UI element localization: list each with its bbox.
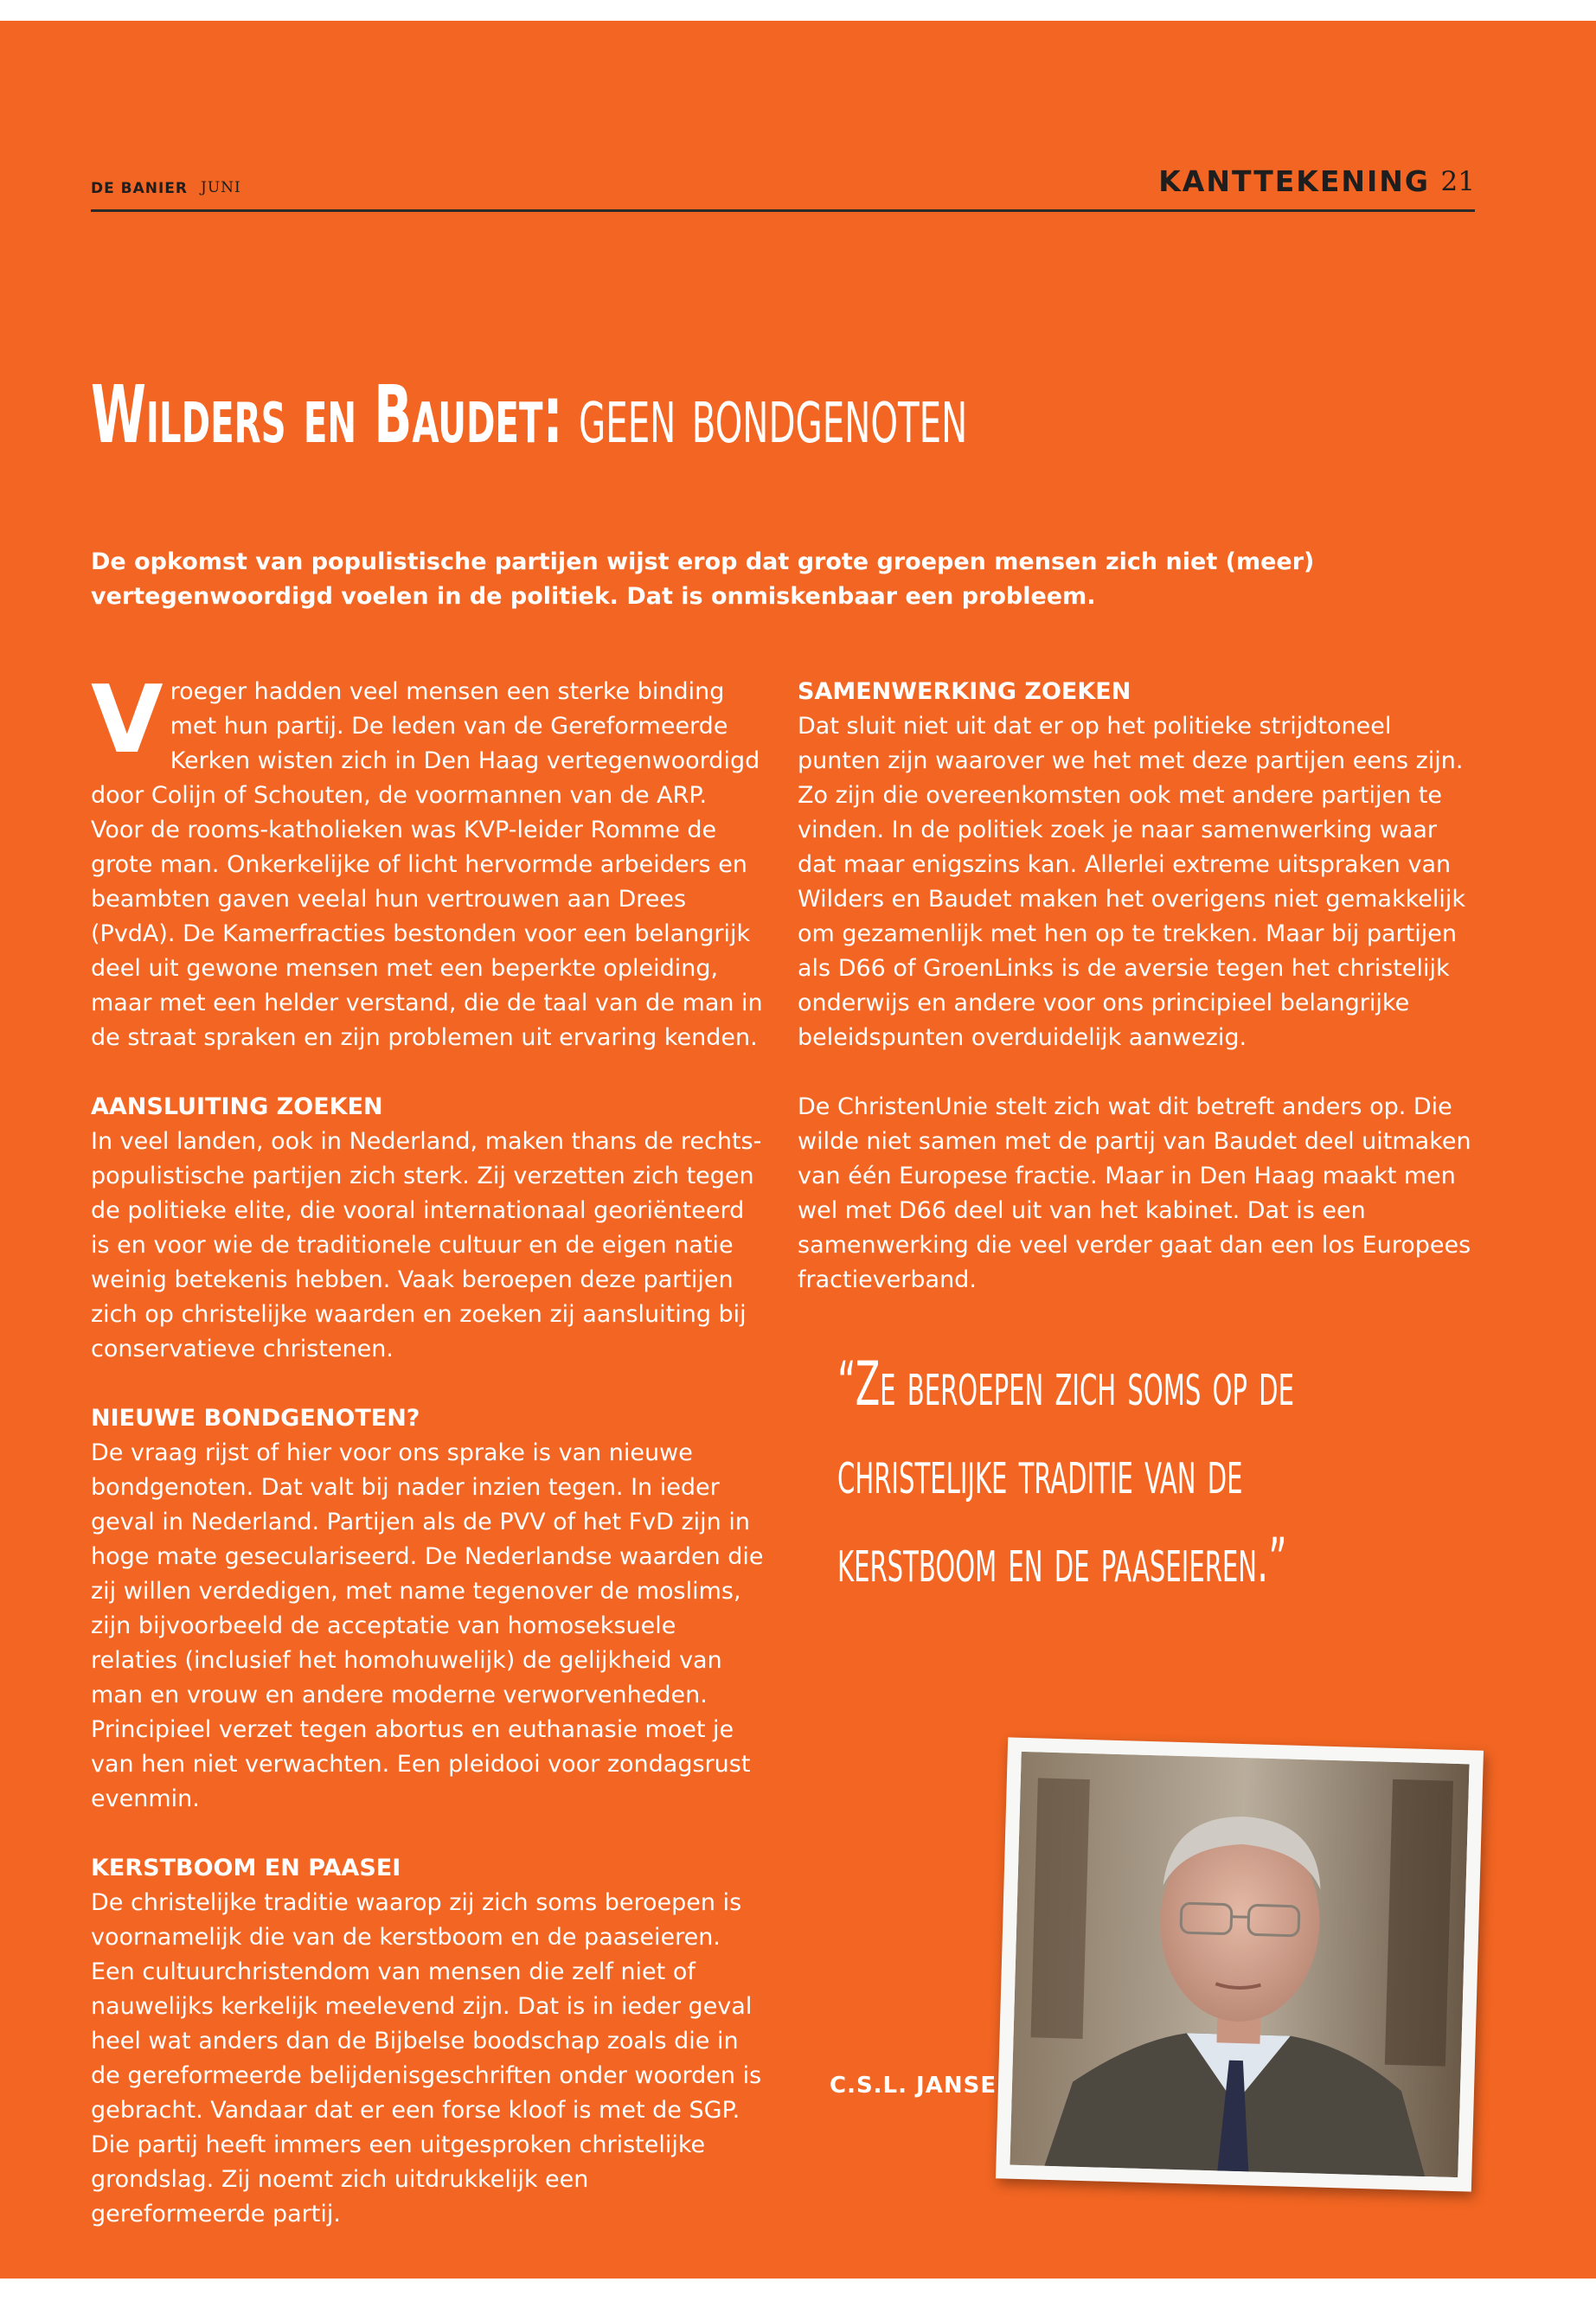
article-lead: De opkomst van populistische partijen wijst erop dat grote groepen mensen zich niet (meer) vertegenwoordigd voelen in de politiek. Dat is onmiskenbaar een probleem. bbox=[91, 548, 1315, 610]
section-heading: NIEUWE BONDGENOTEN? bbox=[91, 1405, 420, 1432]
page-number: 21 bbox=[1440, 166, 1475, 197]
running-header bbox=[91, 164, 1475, 212]
publication-name: DE BANIER bbox=[91, 180, 189, 197]
closing-paragraph: De ChristenUnie stelt zich wat dit betreft anders op. Die wilde niet samen met de partij van Baudet deel uitmaken van één Europese fractie. Maar in Den Haag maakt men wel met D66 deel uit van het kabinet. Dat is een samenwerking die veel verder gaat dan een los Europees fractieverband. bbox=[798, 1093, 1471, 1293]
pull-quote-text: “Ze beroepen zich soms op de christelijke traditie van de kerstboom en de paaseieren.” bbox=[837, 1349, 1294, 1596]
section-heading: AANSLUITING ZOEKEN bbox=[91, 1093, 383, 1120]
title-light-part: geen bondgenoten bbox=[562, 369, 968, 461]
article-title bbox=[91, 369, 1060, 461]
section-title: KANTTEKENING bbox=[1158, 164, 1430, 198]
section-text: In veel landen, ook in Nederland, maken thans de rechts-populistische partijen zich sterk. Zij verzetten zich tegen de politieke elite, die vooral internationaal georiënteerd is en voor wie de traditionele cultuur en de eigen natie weinig betekenis hebben. Vaak beroepen deze partijen zich op christelijke waarden en zoeken zij aansluiting bij conservatieve christenen. bbox=[91, 1128, 762, 1362]
section-heading: KERSTBOOM EN PAASEI bbox=[91, 1855, 401, 1881]
drop-cap: V bbox=[91, 666, 163, 774]
portrait-image bbox=[1010, 1752, 1469, 2177]
issue-month: JUNI bbox=[201, 179, 241, 196]
column-right bbox=[798, 675, 1472, 1298]
section-text: De vraag rijst of hier voor ons sprake is van nieuwe bondgenoten. Dat valt bij nader inzien tegen. In ieder geval in Nederland. Partijen als de PVV of het FvD zijn in hoge mate geseculariseerd. De Nederlandse waarden die zij willen verdedigen, met name tegenover de moslims, zijn bijvoorbeeld de acceptatie van homoseksuele relaties (inclusief het homohuwelijk) de gelijkheid van man en vrouw en andere moderne verworvenheden. Principieel verzet tegen abortus en euthanasie moet je van hen niet verwachten. Een pleidooi voor zondagsrust evenmin. bbox=[91, 1439, 764, 1812]
section-text: De christelijke traditie waarop zij zich soms beroepen is voornamelijk die van de kerstboom en de paaseieren. Een cultuurchristendom van mensen die zelf niet of nauwelijks kerkelijk meelevend zijn. Dat is in ieder geval heel wat anders dan de Bijbelse boodschap zoals die in de gereformeerde belijdenisgeschriften onder woorden is gebracht. Vandaar dat er een forse kloof is met de SGP. Die partij heeft immers een uitgesproken christelijke grondslag. Zij noemt zich uitdrukkelijk een gereformeerde partij. bbox=[91, 1889, 762, 2227]
magazine-page bbox=[0, 21, 1596, 2279]
intro-paragraph bbox=[91, 666, 766, 1055]
section-heading: SAMENWERKING ZOEKEN bbox=[798, 678, 1131, 705]
photo-caption: C.S.L. JANSE bbox=[830, 2073, 997, 2099]
portrait-photo bbox=[996, 1737, 1484, 2191]
section-text: Dat sluit niet uit dat er op het politieke strijdtoneel punten zijn waarover we het met deze partijen eens zijn. Zo zijn die overeenkomsten ook met andere partijen te vinden. In de politiek zoek je naar samenwerking waar dat maar enigszins kan. Allerlei extreme uitspraken van Wilders en Baudet maken het overigens niet gemakkelijk om gezamenlijk met hen op te trekken. Maar bij partijen als D66 of GroenLinks is de aversie tegen het christelijk onderwijs en andere voor ons principieel belangrijke beleidspunten overduidelijk aanwezig. bbox=[798, 713, 1466, 1051]
intro-text: roeger hadden veel mensen een sterke binding met hun partij. De leden van de Gereformeerde Kerken wisten zich in Den Haag vertegenwoordigd door Colijn of Schouten, de voormannen van de ARP. Voor de rooms-katholieken was KVP-leider Romme de grote man. Onkerkelijke of licht hervormde arbeiders en beambten gaven veelal hun vertrouwen aan Drees (PvdA). De Kamerfracties bestonden voor een belangrijk deel uit gewone mensen met een beperkte opleiding, maar met een helder verstand, die de taal van de man in de straat spraken en zijn problemen uit ervaring kenden. bbox=[91, 678, 763, 1051]
pull-quote bbox=[837, 1340, 1351, 1605]
title-bold-part: Wilders en Baudet: bbox=[91, 369, 563, 461]
column-left bbox=[91, 666, 766, 2232]
